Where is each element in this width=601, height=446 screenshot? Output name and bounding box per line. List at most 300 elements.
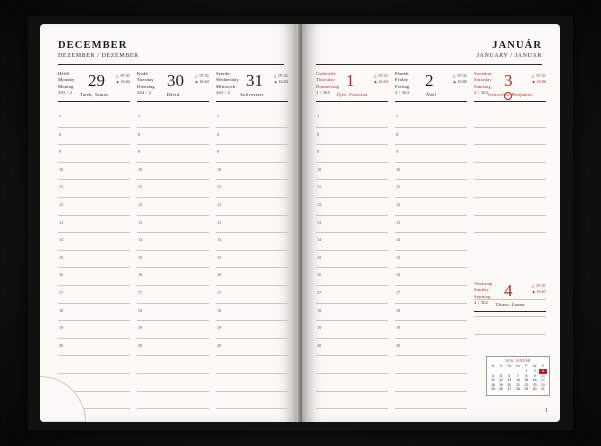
hour-label: 12	[217, 201, 222, 207]
hour-label: 18	[396, 307, 401, 313]
hour-line[interactable]	[474, 300, 546, 318]
hour-line[interactable]	[216, 145, 288, 163]
day-count: 365 / 2	[216, 90, 231, 96]
hour-line[interactable]	[316, 128, 388, 146]
mini-day[interactable]: 15	[524, 378, 529, 383]
sunrise-time: 07:31	[120, 73, 130, 78]
left-header-rule	[58, 64, 284, 65]
day-count: 2 / 364	[395, 90, 410, 96]
hour-line[interactable]	[216, 374, 288, 392]
hour-label: 9	[59, 149, 62, 155]
sunrise-time: 07:31	[378, 73, 388, 78]
hour-line[interactable]	[137, 321, 209, 339]
hour-label: 16	[396, 272, 401, 278]
hour-line[interactable]	[316, 163, 388, 181]
sunrise-icon: △	[273, 73, 277, 78]
hour-label: 7	[59, 114, 62, 119]
hour-line[interactable]	[216, 163, 288, 181]
day-number: 3	[504, 71, 513, 90]
hour-line[interactable]	[395, 321, 467, 339]
sun-times	[531, 73, 546, 85]
hour-line[interactable]	[474, 282, 546, 300]
hour-line[interactable]	[137, 145, 209, 163]
day-hour-lines[interactable]	[137, 110, 209, 416]
hour-label: 12	[138, 201, 143, 207]
hour-label: 7	[317, 114, 320, 119]
hour-line[interactable]	[216, 180, 288, 198]
hour-line[interactable]	[137, 268, 209, 286]
hour-line[interactable]	[137, 304, 209, 322]
hour-line[interactable]	[58, 128, 130, 146]
hour-label: 9	[396, 149, 399, 155]
left-month-title: DECEMBER	[58, 40, 128, 51]
mini-day[interactable]: 24	[541, 382, 545, 387]
sunday-hour-lines[interactable]	[474, 282, 546, 332]
mini-day[interactable]: 8	[525, 373, 528, 378]
hour-line[interactable]	[395, 198, 467, 216]
mini-day[interactable]: 22	[524, 382, 529, 387]
sunset-time: 16:07	[536, 289, 546, 294]
sun-times	[115, 73, 130, 85]
mini-calendar-table	[489, 364, 547, 392]
day-name-hu: Szombat	[474, 71, 492, 76]
hour-label: 19	[317, 325, 322, 331]
mini-month-calendar[interactable]	[486, 356, 550, 396]
day-name-de: Montag	[58, 83, 74, 89]
mini-day[interactable]: 21	[516, 382, 520, 387]
hour-line[interactable]	[137, 128, 209, 146]
hour-line[interactable]	[395, 374, 467, 392]
right-header-rule	[316, 64, 542, 65]
hour-label: 7	[396, 114, 399, 119]
day-name-en: Tuesday	[137, 77, 154, 83]
hour-line[interactable]	[137, 339, 209, 357]
mini-day[interactable]: 19	[499, 382, 503, 387]
sun-times	[452, 73, 467, 85]
hour-label: 13	[138, 219, 143, 225]
hour-line[interactable]	[395, 163, 467, 181]
hour-label: 12	[396, 201, 401, 207]
hour-line[interactable]	[474, 317, 546, 335]
mini-day[interactable]: 28	[516, 387, 520, 392]
day-header	[395, 70, 467, 108]
hour-line[interactable]	[216, 304, 288, 322]
day-column-thursday[interactable]	[316, 70, 388, 416]
hour-label: 19	[59, 325, 64, 331]
day-count: 1 / 365	[316, 90, 331, 96]
hour-label: 20	[217, 342, 222, 348]
hour-label: 15	[59, 254, 64, 260]
hour-line[interactable]	[474, 198, 546, 216]
day-name-de: Freitag	[395, 83, 410, 89]
sunrise-icon: △	[194, 73, 198, 78]
hour-line[interactable]	[137, 233, 209, 251]
hour-line[interactable]	[316, 145, 388, 163]
mini-day[interactable]: 16	[532, 378, 537, 383]
day-number: 29	[88, 71, 105, 90]
day-number: 31	[246, 71, 263, 90]
hour-label: 18	[138, 307, 143, 313]
hour-line[interactable]	[395, 304, 467, 322]
hour-label: 12	[59, 201, 64, 207]
hour-label: 15	[217, 254, 222, 260]
mini-day[interactable]: 11	[491, 378, 495, 383]
day-count: 4 / 362	[474, 300, 489, 306]
sunrise-time: 07:31	[199, 73, 209, 78]
hour-label: 8	[59, 131, 62, 137]
hour-label: 17	[317, 289, 322, 295]
hour-line[interactable]	[58, 180, 130, 198]
hour-line[interactable]	[58, 110, 130, 128]
name-day: Dávid	[166, 92, 180, 97]
hour-line[interactable]	[316, 286, 388, 304]
mini-day[interactable]: 25	[491, 387, 495, 392]
hour-line[interactable]	[316, 198, 388, 216]
hour-label: 17	[59, 289, 64, 295]
hour-label: 9	[138, 149, 141, 155]
hour-line[interactable]	[216, 251, 288, 269]
hour-line[interactable]	[474, 128, 546, 146]
hour-label: 8	[317, 131, 320, 137]
hour-line[interactable]	[137, 409, 209, 422]
mini-day[interactable]: 12	[499, 378, 503, 383]
hour-label: 11	[396, 184, 401, 190]
hour-line[interactable]	[137, 216, 209, 234]
mini-calendar-title: 2016. JANUÁR	[505, 359, 531, 364]
hour-label: 13	[317, 219, 322, 225]
hour-line[interactable]	[58, 268, 130, 286]
sunset-icon: ▲	[373, 79, 378, 84]
mini-day[interactable]: 30	[532, 387, 537, 392]
left-month-subtitle: DEZEMBER / DEZEMBER	[58, 53, 139, 59]
sunset-icon: ▲	[115, 79, 120, 84]
hour-label: 18	[217, 307, 222, 313]
day-name-hu: Hétfő	[58, 71, 70, 76]
day-header	[316, 70, 388, 108]
mini-day[interactable]: 5	[500, 373, 503, 378]
day-name-hu: Péntek	[395, 71, 409, 76]
hour-line[interactable]	[395, 268, 467, 286]
hour-label: 14	[396, 237, 401, 243]
hour-line[interactable]	[316, 374, 388, 392]
day-name-hu: Szerda	[216, 71, 230, 76]
hour-line[interactable]	[395, 286, 467, 304]
hour-label: 14	[317, 237, 322, 243]
hour-label: 14	[138, 237, 143, 243]
name-day: Titusz, Leona	[495, 302, 525, 307]
day-column-monday[interactable]	[58, 70, 130, 416]
day-header	[474, 70, 546, 108]
hour-line[interactable]	[216, 339, 288, 357]
sunset-icon: ▲	[531, 79, 536, 84]
hour-line[interactable]	[58, 286, 130, 304]
hour-label: 20	[138, 342, 143, 348]
sunset-time: 16:02	[199, 79, 209, 84]
mini-day[interactable]: 29	[524, 387, 529, 392]
day-header-rule	[58, 101, 130, 102]
hour-line[interactable]	[316, 268, 388, 286]
hour-label: 16	[138, 272, 143, 278]
hour-line[interactable]	[137, 198, 209, 216]
day-header-rule	[137, 101, 209, 102]
hour-line[interactable]	[58, 145, 130, 163]
hour-label: 11	[217, 184, 222, 190]
mini-day[interactable]: 10	[541, 373, 545, 378]
hour-line[interactable]	[316, 339, 388, 357]
sunset-time: 16:05	[457, 79, 467, 84]
hour-label: 18	[317, 307, 322, 313]
sunrise-icon: △	[531, 73, 535, 78]
day-header-rule	[474, 101, 546, 102]
sunrise-time: 07:31	[457, 73, 467, 78]
hour-line[interactable]	[395, 356, 467, 374]
hour-line[interactable]	[395, 110, 467, 128]
hour-line[interactable]	[58, 356, 130, 374]
name-day: Tarek, Tamas	[79, 92, 109, 97]
day-name-hu: Vasárnap	[474, 281, 493, 286]
hour-label: 20	[317, 342, 322, 348]
mini-day[interactable]: 26	[499, 387, 503, 392]
hour-line[interactable]	[58, 216, 130, 234]
weekday-header: Sz	[507, 364, 512, 369]
right-month-title: JANUÁR	[492, 40, 542, 51]
hour-line[interactable]	[216, 286, 288, 304]
sun-times	[194, 73, 209, 85]
hour-line[interactable]	[316, 392, 388, 410]
hour-line[interactable]	[58, 304, 130, 322]
hour-line[interactable]	[395, 392, 467, 410]
hour-label: 16	[59, 272, 64, 278]
hour-label: 10	[138, 166, 143, 172]
left-month-header	[58, 40, 139, 61]
mini-day[interactable]: 13	[507, 378, 512, 383]
day-name-en: Monday	[58, 77, 75, 83]
mini-day[interactable]: 23	[532, 382, 537, 387]
day-name-en: Wednesday	[216, 77, 239, 83]
hour-label: 8	[138, 131, 141, 137]
mini-day[interactable]: 2	[533, 369, 536, 374]
day-name-de: Sonntag	[474, 293, 491, 299]
sunrise-icon: △	[531, 283, 535, 288]
name-day: Szilveszter	[240, 92, 264, 97]
sun-times	[373, 73, 388, 85]
sunset-icon: ▲	[531, 289, 536, 294]
mini-day[interactable]: 1	[525, 369, 528, 374]
day-header	[58, 70, 130, 108]
day-number: 1	[346, 71, 355, 90]
hour-label: 20	[59, 342, 64, 348]
day-header-rule	[216, 101, 288, 102]
day-column-tuesday[interactable]	[137, 70, 209, 416]
hour-line[interactable]	[316, 321, 388, 339]
hour-line[interactable]	[216, 198, 288, 216]
hour-line[interactable]	[316, 233, 388, 251]
hour-line[interactable]	[216, 321, 288, 339]
hour-label: 17	[396, 289, 401, 295]
hour-label: 7	[217, 114, 220, 119]
hour-line[interactable]	[58, 251, 130, 269]
hour-line[interactable]	[474, 216, 546, 234]
hour-line[interactable]	[58, 233, 130, 251]
hour-line[interactable]	[216, 216, 288, 234]
sunset-time: 16:06	[536, 79, 546, 84]
sunset-icon: ▲	[194, 79, 199, 84]
day-header-rule	[395, 101, 467, 102]
mini-day[interactable]: 27	[507, 387, 512, 392]
mini-day[interactable]: 9	[533, 373, 536, 378]
mini-day[interactable]: 20	[507, 382, 512, 387]
hour-label: 11	[59, 184, 64, 190]
hour-label: 19	[396, 325, 401, 331]
hour-line[interactable]	[216, 356, 288, 374]
hour-line[interactable]	[137, 251, 209, 269]
hour-label: 12	[317, 201, 322, 207]
hour-line[interactable]	[474, 110, 546, 128]
day-name-de: Samstag	[474, 83, 491, 89]
hour-label: 13	[59, 219, 64, 225]
hour-label: 8	[396, 131, 399, 137]
hour-line[interactable]	[137, 180, 209, 198]
hour-label: 19	[217, 325, 222, 331]
hour-line[interactable]	[137, 356, 209, 374]
hour-line[interactable]	[395, 180, 467, 198]
planner-book	[28, 16, 573, 430]
hour-line[interactable]	[316, 110, 388, 128]
hour-line[interactable]	[395, 233, 467, 251]
hour-line[interactable]	[137, 374, 209, 392]
mini-day[interactable]: 4	[492, 373, 494, 378]
day-header	[216, 70, 288, 108]
mini-day[interactable]: 7	[517, 373, 519, 378]
hour-line[interactable]	[137, 110, 209, 128]
day-number: 30	[167, 71, 184, 90]
day-name-hu: Csütörtök	[316, 71, 336, 76]
hour-line[interactable]	[395, 251, 467, 269]
mini-day[interactable]: 31	[541, 387, 545, 392]
weekday-header: Cs	[515, 364, 521, 369]
day-count: 3 / 363	[474, 90, 489, 96]
hour-line[interactable]	[216, 110, 288, 128]
hour-label: 13	[396, 219, 401, 225]
day-header-rule	[316, 101, 388, 102]
sunset-time: 16:03	[278, 79, 288, 84]
day-name-de: Mittwoch	[216, 83, 236, 89]
mini-day-highlighted[interactable]: 3	[539, 369, 547, 374]
hour-line[interactable]	[316, 180, 388, 198]
hour-line[interactable]	[137, 163, 209, 181]
day-column-wednesday[interactable]	[216, 70, 288, 416]
sunrise-time: 07:31	[536, 73, 546, 78]
weekday-header: K	[499, 364, 503, 369]
hour-line[interactable]	[395, 409, 467, 422]
hour-line[interactable]	[316, 356, 388, 374]
day-count: 365 / 2	[58, 90, 73, 96]
hour-line[interactable]	[58, 198, 130, 216]
day-number: 2	[425, 71, 434, 90]
hour-label: 11	[317, 184, 322, 190]
day-hour-lines[interactable]	[474, 110, 546, 234]
hour-label: 9	[317, 149, 320, 155]
hour-line[interactable]	[316, 304, 388, 322]
name-day: Ábel	[425, 92, 437, 97]
day-header	[137, 70, 209, 108]
right-page	[302, 24, 560, 422]
hour-line[interactable]	[395, 145, 467, 163]
hour-label: 17	[138, 289, 143, 295]
hour-label: 15	[396, 254, 401, 260]
hour-line[interactable]	[395, 128, 467, 146]
hour-line[interactable]	[216, 409, 288, 422]
mini-day[interactable]: 18	[491, 382, 495, 387]
hour-label: 19	[138, 325, 143, 331]
hour-label: 10	[217, 166, 222, 172]
day-hour-lines[interactable]	[58, 110, 130, 416]
sunset-time: 16:04	[378, 79, 388, 84]
name-day: Genovéva, Benjámin	[487, 92, 533, 97]
hour-label: 11	[138, 184, 143, 190]
sunrise-icon: △	[373, 73, 377, 78]
hour-line[interactable]	[58, 321, 130, 339]
day-name-en: Sunday	[474, 287, 489, 293]
hour-line[interactable]	[395, 216, 467, 234]
mini-day[interactable]: 17	[541, 378, 545, 383]
mini-calendar-week	[489, 387, 547, 392]
hour-label: 16	[317, 272, 322, 278]
hour-line[interactable]	[216, 268, 288, 286]
hour-label: 7	[138, 114, 141, 119]
hour-line[interactable]	[395, 339, 467, 357]
day-hour-lines[interactable]	[395, 110, 467, 416]
mini-day[interactable]: 6	[508, 373, 511, 378]
hour-label: 20	[396, 342, 401, 348]
weekday-header: V	[541, 364, 545, 369]
hour-label: 10	[396, 166, 401, 172]
hour-line[interactable]	[216, 392, 288, 410]
hour-line[interactable]	[216, 128, 288, 146]
hour-label: 9	[217, 149, 220, 155]
hour-line[interactable]	[316, 216, 388, 234]
hour-label: 13	[217, 219, 222, 225]
day-hour-lines[interactable]	[216, 110, 288, 416]
weekday-header: H	[491, 364, 495, 369]
mini-day[interactable]: 14	[516, 378, 520, 383]
hour-line[interactable]	[316, 409, 388, 422]
sunrise-icon: △	[115, 73, 119, 78]
hour-line[interactable]	[137, 286, 209, 304]
hour-line[interactable]	[216, 233, 288, 251]
hour-line[interactable]	[137, 392, 209, 410]
sun-times	[273, 73, 288, 85]
hour-label: 8	[217, 131, 220, 137]
hour-line[interactable]	[474, 163, 546, 181]
hour-line[interactable]	[474, 180, 546, 198]
hour-line[interactable]	[58, 339, 130, 357]
weekday-header: Sz	[532, 364, 537, 369]
hour-line[interactable]	[58, 163, 130, 181]
sunset-icon: ▲	[452, 79, 457, 84]
name-day: Újév, Fruzsina	[336, 92, 368, 97]
day-hour-lines[interactable]	[316, 110, 388, 416]
hour-line[interactable]	[316, 251, 388, 269]
hour-label: 18	[59, 307, 64, 313]
hour-label: 10	[59, 166, 64, 172]
sunset-icon: ▲	[273, 79, 278, 84]
hour-label: 15	[317, 254, 322, 260]
hour-line[interactable]	[474, 145, 546, 163]
sunrise-time: 07:31	[278, 73, 288, 78]
hour-label: 14	[217, 237, 222, 243]
day-column-friday[interactable]	[395, 70, 467, 416]
